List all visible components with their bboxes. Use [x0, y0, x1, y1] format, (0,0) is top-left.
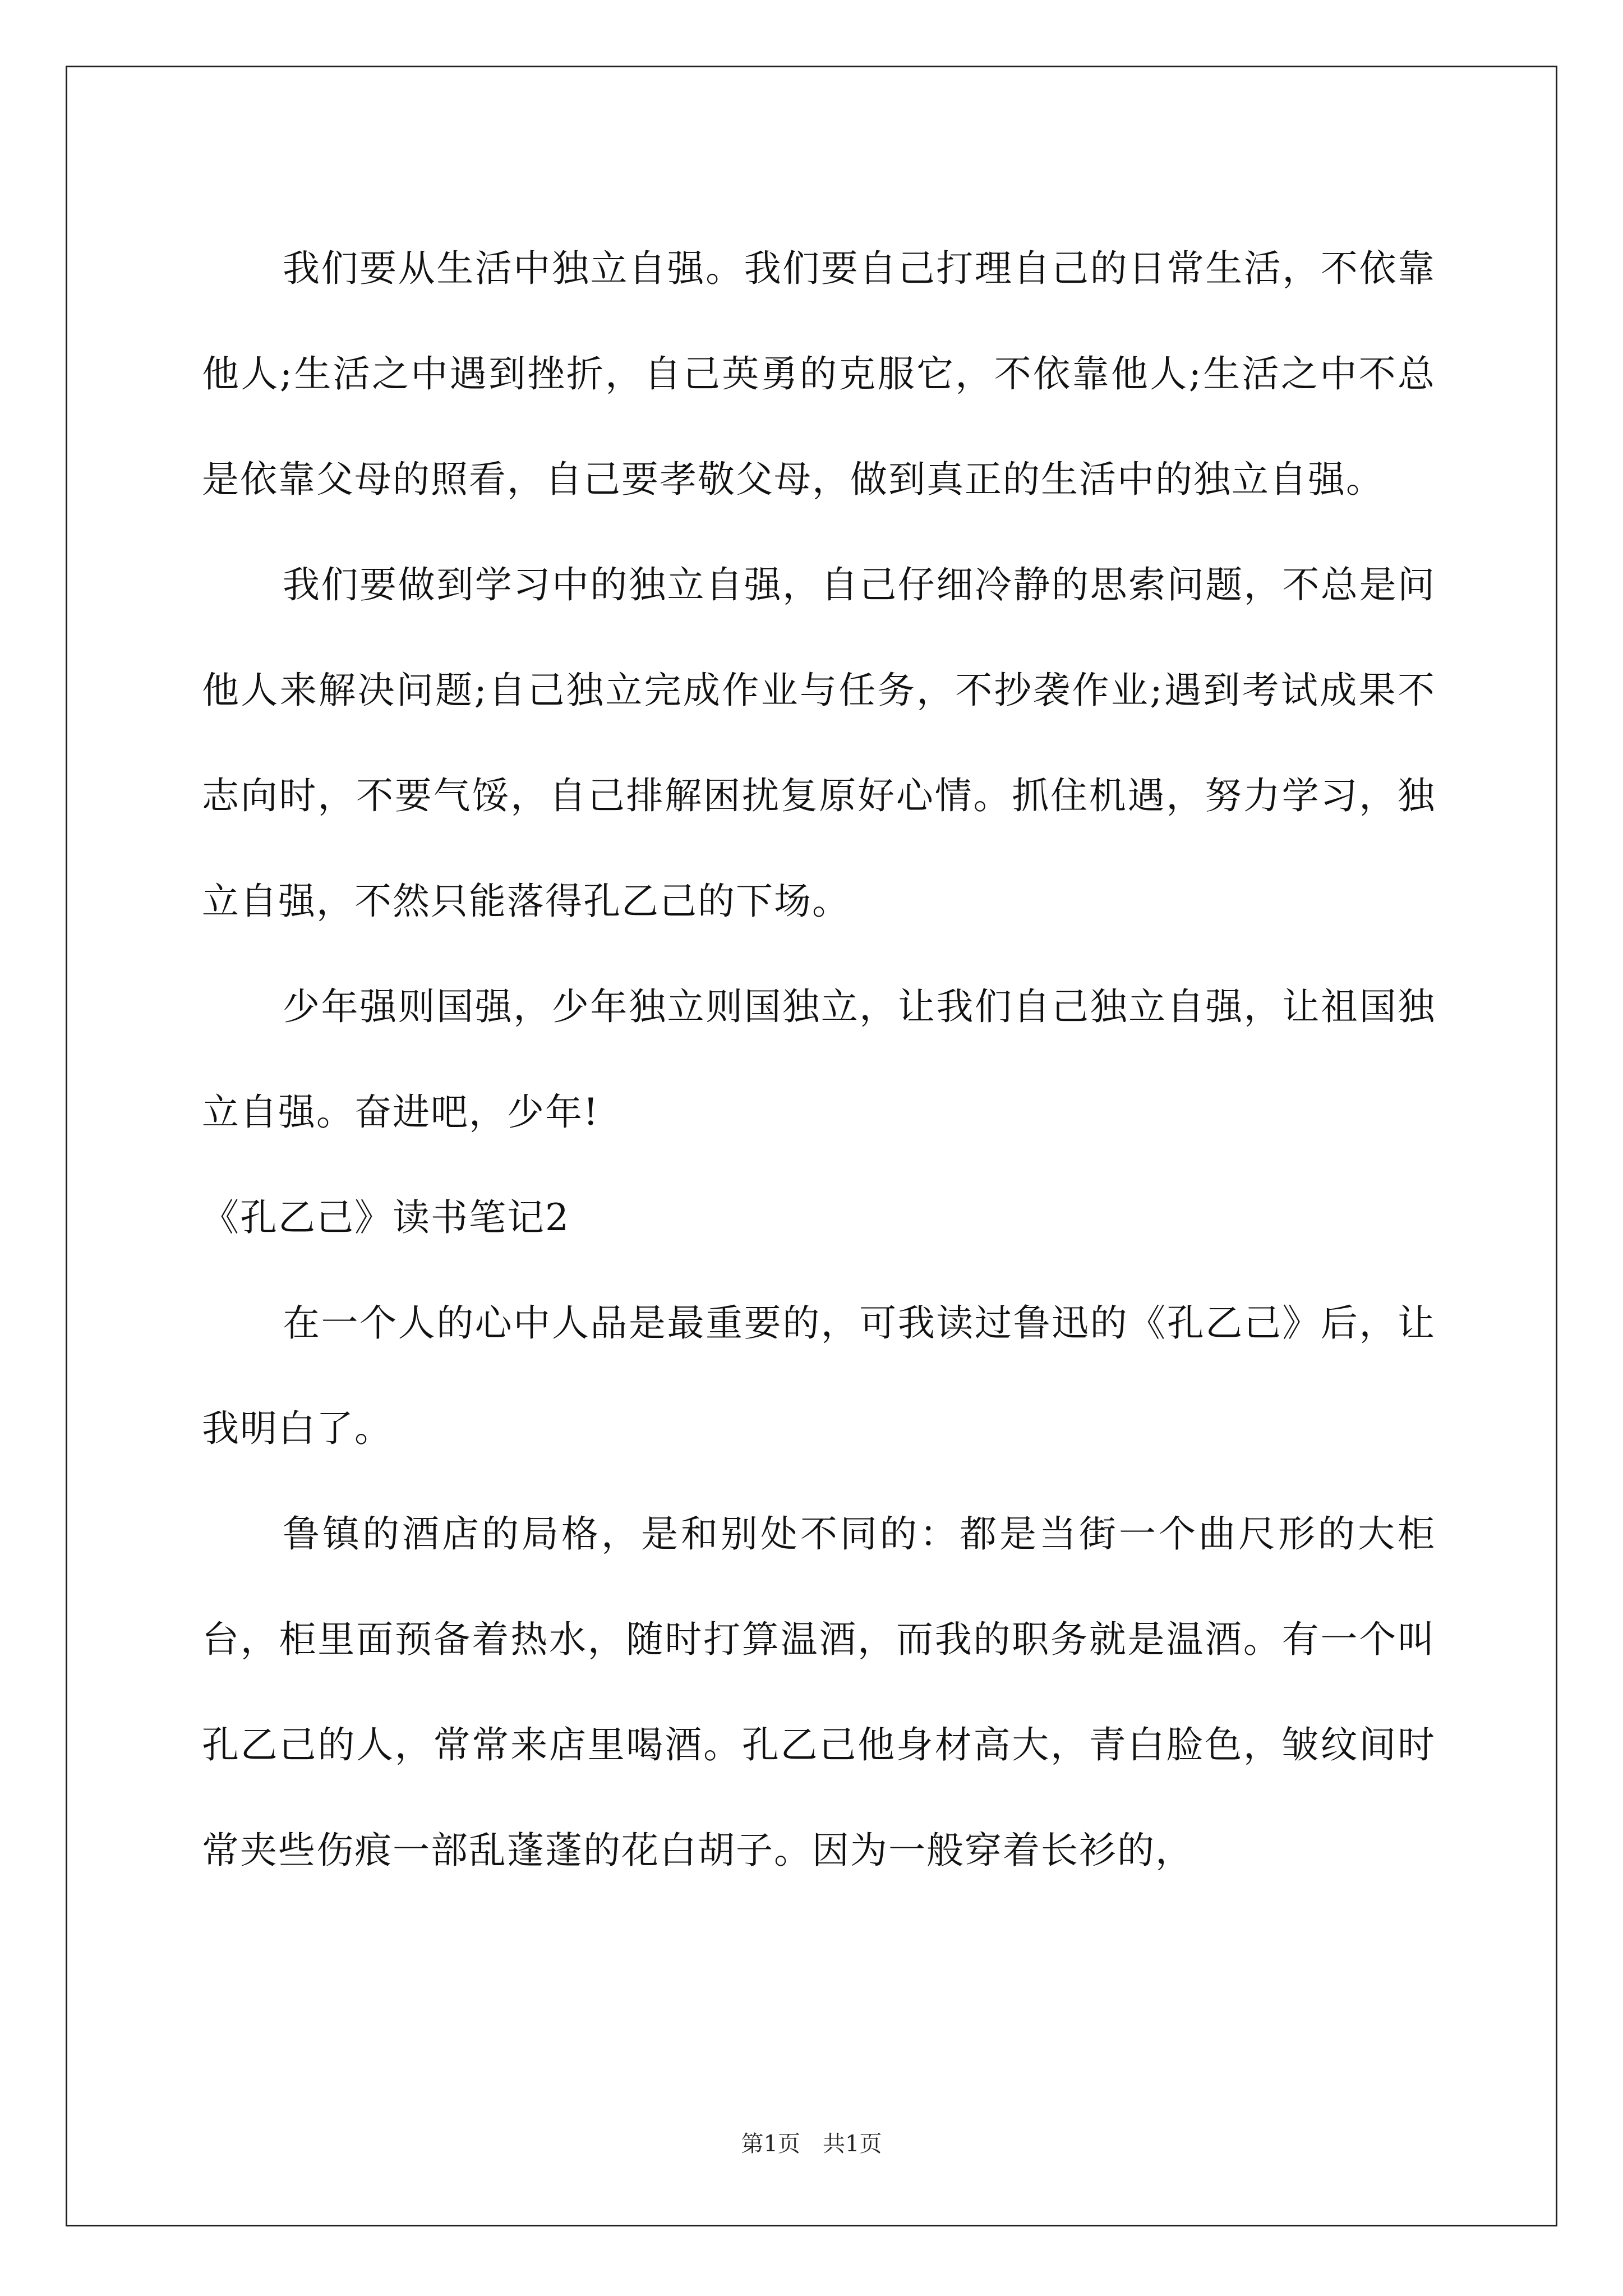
paragraph-life-independence: 我们要从生活中独立自强。我们要自己打理自己的日常生活，不依靠他人;生活之中遇到挫折，自己英勇的克服它，不依靠他人;生活之中不总是依靠父母的照看，自己要孝敬父母，做到真正的生活中的独立自强。	[202, 247, 1436, 501]
paragraph-study-independence: 我们要做到学习中的独立自强，自己仔细冷静的思索问题，不总是问他人来解决问题;自己独立完成作业与任务，不抄袭作业;遇到考试成果不志向时，不要气馁，自己排解困扰复原好心情。抓住机遇，努力学习，独立自强，不然只能落得孔乙己的下场。	[202, 563, 1436, 923]
paragraph-youth-strong: 少年强则国强，少年独立则国独立，让我们自己独立自强，让祖国独立自强。奋进吧，少年!	[202, 985, 1436, 1134]
paragraph-character: 在一个人的心中人品是最重要的，可我读过鲁迅的《孔乙己》后，让我明白了。	[202, 1301, 1436, 1450]
page-number-footer: 第1页 共1页	[741, 2131, 882, 2157]
section-heading: 《孔乙己》读书笔记2	[202, 1196, 570, 1239]
paragraph-luzhen-tavern: 鲁镇的酒店的局格，是和别处不同的：都是当街一个曲尺形的大柜台，柜里面预备着热水，随时打算温酒，而我的职务就是温酒。有一个叫孔乙己的人，常常来店里喝酒。孔乙己他身材高大，青白脸色，皱纹间时常夹些伤痕一部乱蓬蓬的花白胡子。因为一般穿着长衫的，	[202, 1512, 1436, 1872]
document-body	[202, 216, 1436, 1903]
